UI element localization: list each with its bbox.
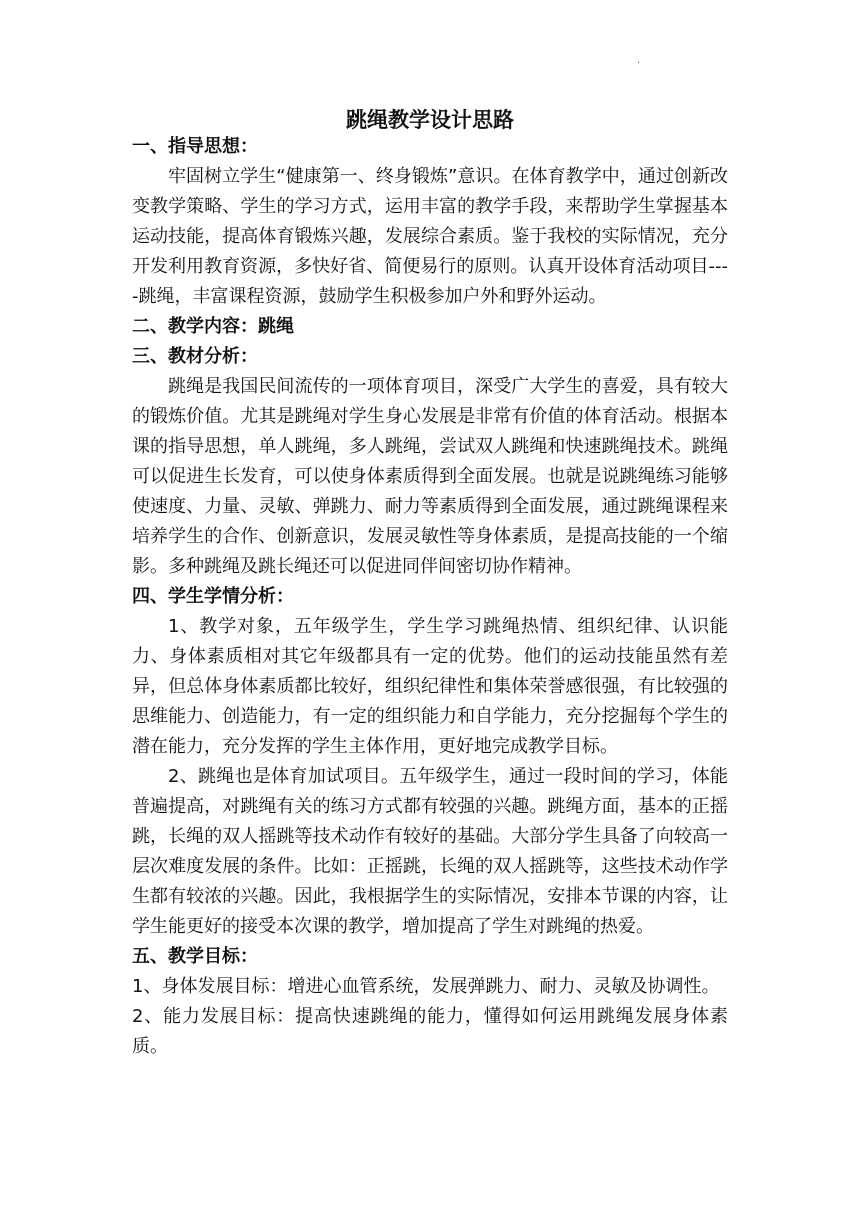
corner-mark: .: [637, 55, 641, 66]
document-title: 跳绳教学设计思路: [346, 108, 514, 132]
section-heading-teaching-content: 二、教学内容：跳绳: [132, 316, 294, 337]
goal-item-physical: 1、身体发展目标：增进心血管系统，发展弹跳力、耐力、灵敏及协调性。: [132, 976, 720, 997]
paragraph-student-analysis-1: 1、教学对象，五年级学生，学生学习跳绳热情、组织纪律、认识能力、身体素质相对其它年级都具有一定的优势。他们的运动技能虽然有差异，但总体身体素质都比较好，组织纪律性和集体荣誉感很强，有比较强的思维能力、创造能力，有一定的组织能力和自学能力，充分挖掘每个学生的潜在能力，充分发挥的学生主体作用，更好地完成教学目标。: [132, 616, 728, 757]
paragraph-guiding-thought: 牢固树立学生“健康第一、终身锻炼”意识。在体育教学中，通过创新改变教学策略、学生的学习方式，运用丰富的教学手段，来帮助学生掌握基本运动技能，提高体育锻炼兴趣，发展综合素质。鉴于我校的实际情况，充分开发利用教育资源，多快好省、简便易行的原则。认真开设体育活动项目----跳绳，丰富课程资源，鼓励学生积极参加户外和野外运动。: [132, 166, 728, 307]
paragraph-material-analysis: 跳绳是我国民间流传的一项体育项目，深受广大学生的喜爱，具有较大的锻炼价值。尤其是跳绳对学生身心发展是非常有价值的体育活动。根据本课的指导思想，单人跳绳，多人跳绳，尝试双人跳绳和快速跳绳技术。跳绳可以促进生长发育，可以使身体素质得到全面发展。也就是说跳绳练习能够使速度、力量、灵敏、弹跳力、耐力等素质得到全面发展，通过跳绳课程来培养学生的合作、创新意识，发展灵敏性等身体素质，是提高技能的一个缩影。多种跳绳及跳长绳还可以促进同伴间密切协作精神。: [132, 376, 728, 577]
goal-item-ability: 2、能力发展目标：提高快速跳绳的能力，懂得如何运用跳绳发展身体素质。: [132, 1006, 728, 1057]
section-heading-teaching-goals: 五、教学目标：: [132, 946, 258, 967]
section-heading-material-analysis: 三、教材分析：: [132, 346, 258, 367]
section-heading-student-analysis: 四、学生学情分析：: [132, 586, 294, 607]
document-body: [132, 132, 728, 1062]
paragraph-student-analysis-2: 2、跳绳也是体育加试项目。五年级学生，通过一段时间的学习，体能普遍提高，对跳绳有关的练习方式都有较强的兴趣。跳绳方面，基本的正摇跳，长绳的双人摇跳等技术动作有较好的基础。大部分学生具备了向较高一层次难度发展的条件。比如：正摇跳，长绳的双人摇跳等，这些技术动作学生都有较浓的兴趣。因此，我根据学生的实际情况，安排本节课的内容，让学生能更好的接受本次课的教学，增加提高了学生对跳绳的热爱。: [132, 766, 728, 937]
section-heading-guiding-thought: 一、指导思想：: [132, 136, 258, 157]
